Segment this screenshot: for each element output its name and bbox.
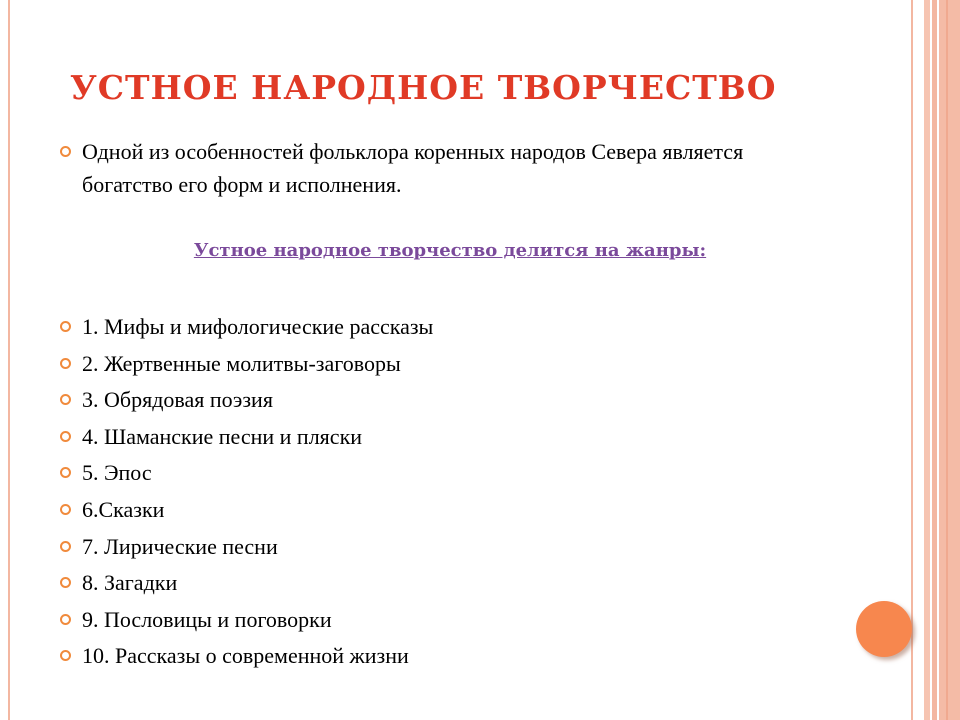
hollow-circle-bullet-icon — [60, 394, 71, 405]
list-item — [60, 530, 820, 567]
orange-circle-decoration — [856, 601, 912, 657]
genre-list — [60, 310, 820, 676]
hollow-circle-bullet-icon — [60, 541, 71, 552]
right-frame-line — [911, 0, 913, 720]
genre-label: 5. Эпос — [82, 460, 152, 486]
hollow-circle-bullet-icon — [60, 650, 71, 661]
left-frame-line — [8, 0, 10, 720]
genre-label: 2. Жертвенные молитвы-заговоры — [82, 350, 401, 376]
list-item — [60, 639, 820, 676]
right-frame-stripe — [932, 0, 937, 720]
right-frame-stripe — [939, 0, 960, 720]
genre-label: 4. Шаманские песни и пляски — [82, 423, 363, 449]
hollow-circle-bullet-icon — [60, 577, 71, 588]
genres-subheading: Устное народное творчество делится на жанры: — [193, 240, 707, 261]
hollow-circle-bullet-icon — [60, 358, 71, 369]
right-frame-stripe — [924, 0, 930, 720]
genre-label: 7. Лирические песни — [82, 533, 278, 559]
hollow-circle-bullet-icon — [60, 321, 71, 332]
list-item — [60, 420, 820, 457]
genre-label: 8. Загадки — [82, 570, 178, 596]
genre-label: 1. Мифы и мифологические рассказы — [82, 314, 434, 339]
genre-label: 10. Рассказы о современной жизни — [82, 643, 409, 669]
hollow-circle-bullet-icon — [60, 467, 71, 478]
list-item — [60, 566, 820, 603]
list-item — [60, 310, 820, 347]
intro-bullet-row — [60, 135, 820, 201]
slide-title: УСТНОЕ НАРОДНОЕ ТВОРЧЕСТВО — [70, 68, 777, 107]
intro-paragraph — [60, 135, 820, 201]
list-item — [60, 456, 820, 493]
intro-text: Одной из особенностей фольклора коренных народов Севера является богатство его форм и исполнения. — [82, 139, 744, 197]
right-frame-stripe — [946, 0, 948, 720]
list-item — [60, 383, 820, 420]
hollow-circle-bullet-icon — [60, 431, 71, 442]
genre-label: 6.Сказки — [82, 496, 165, 522]
list-item — [60, 493, 820, 530]
hollow-circle-bullet-icon — [60, 614, 71, 625]
hollow-circle-bullet-icon — [60, 504, 71, 515]
list-item — [60, 347, 820, 384]
genre-label: 3. Обрядовая поэзия — [82, 387, 273, 413]
hollow-circle-bullet-icon — [60, 146, 71, 157]
genre-label: 9. Пословицы и поговорки — [82, 606, 332, 632]
list-item — [60, 603, 820, 640]
